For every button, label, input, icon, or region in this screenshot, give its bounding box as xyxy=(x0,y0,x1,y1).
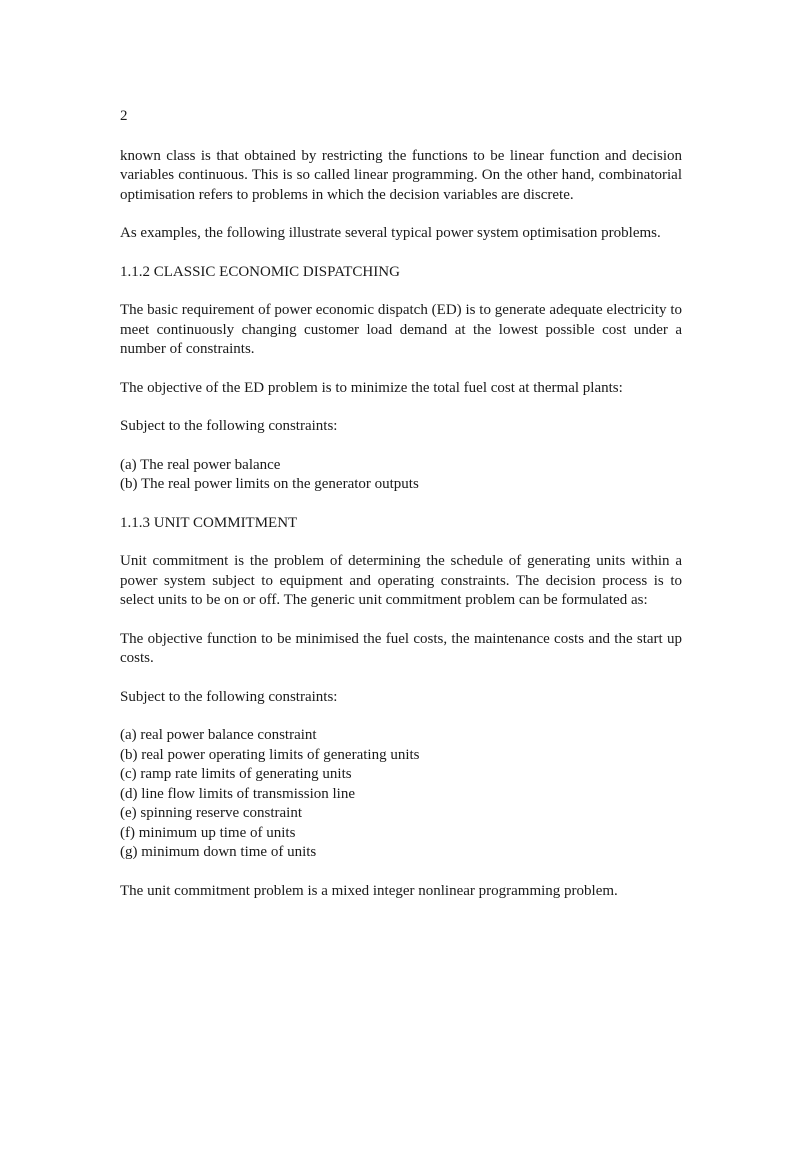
list-item: (c) ramp rate limits of generating units xyxy=(120,766,352,782)
uc-paragraph-4: The unit commitment problem is a mixed integer nonlinear programming problem. xyxy=(120,882,618,899)
list-item: (g) minimum down time of units xyxy=(120,844,317,860)
uc-paragraph-1: Unit commitment is the problem of determining the schedule of generating units within a power system subject to equipment and operating constraints. The decision process is to select units to be on or off. The generic unit commitment problem can be formulated as: xyxy=(120,553,682,608)
uc-paragraph-3: Subject to the following constraints: xyxy=(120,688,338,705)
ed-constraints-list xyxy=(120,456,682,495)
list-item: (a) The real power balance xyxy=(120,456,281,473)
ed-paragraph-1: The basic requirement of power economic dispatch (ED) is to generate adequate electricity to meet continuously changing customer load demand at the lowest possible cost under a number of constraints. xyxy=(120,302,682,357)
intro-paragraph-1: known class is that obtained by restricting the functions to be linear function and decision variables continuous. This is so called linear programming. On the other hand, combinatorial optimisation refers to problems in which the decision variables are discrete. xyxy=(120,147,682,203)
list-item: (e) spinning reserve constraint xyxy=(120,805,303,821)
ed-paragraph-3: Subject to the following constraints: xyxy=(120,418,338,434)
section-heading-economic-dispatching: 1.1.2 CLASSIC ECONOMIC DISPATCHING xyxy=(120,263,400,280)
list-item: (b) The real power limits on the generator outputs xyxy=(120,476,419,492)
list-item: (a) real power balance constraint xyxy=(120,727,317,743)
section-heading-unit-commitment: 1.1.3 UNIT COMMITMENT xyxy=(120,514,298,531)
page-number: 2 xyxy=(120,108,128,124)
list-item: (f) minimum up time of units xyxy=(120,824,296,841)
list-item: (d) line flow limits of transmission line xyxy=(120,785,355,802)
uc-paragraph-2: The objective function to be minimised the fuel costs, the maintenance costs and the start up costs. xyxy=(120,630,682,666)
uc-constraints-list xyxy=(120,726,682,863)
intro-paragraph-2: As examples, the following illustrate several typical power system optimisation problems. xyxy=(120,225,661,241)
ed-paragraph-2: The objective of the ED problem is to minimize the total fuel cost at thermal plants: xyxy=(120,379,623,396)
list-item: (b) real power operating limits of generating units xyxy=(120,746,420,763)
document-page xyxy=(120,107,682,920)
